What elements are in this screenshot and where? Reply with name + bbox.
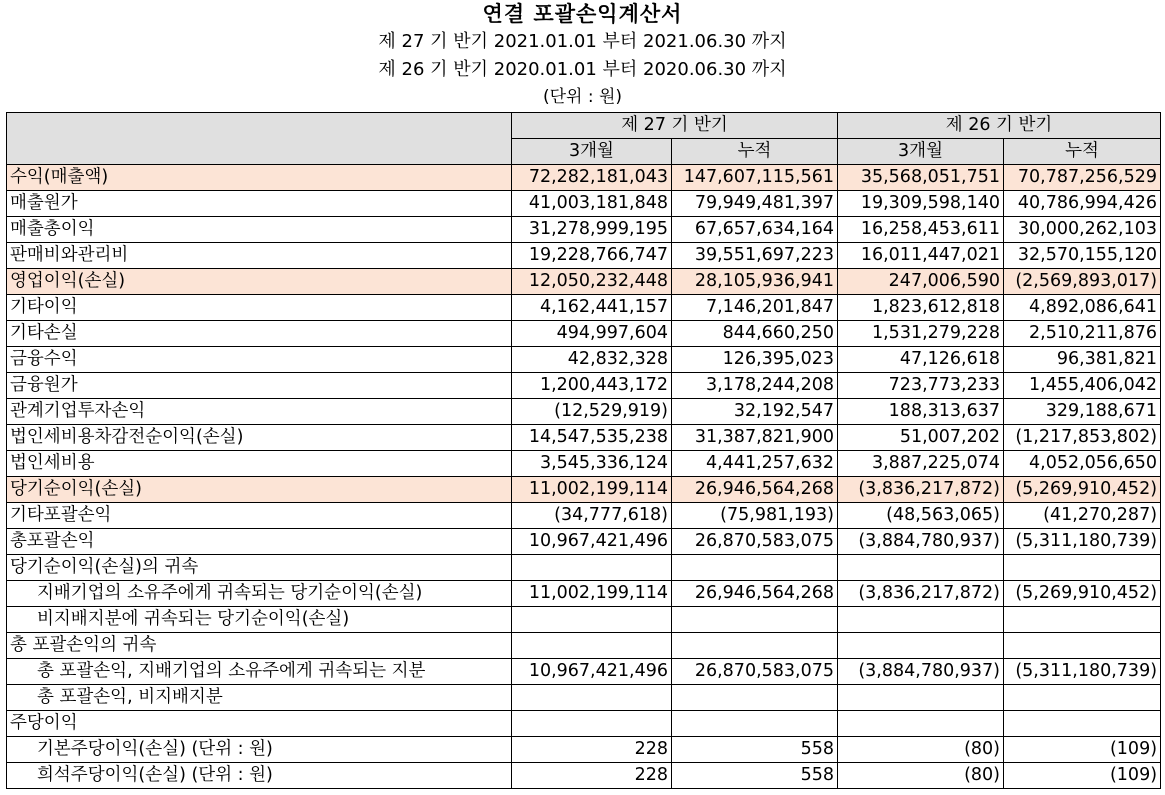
value-cell: 4,052,056,650 <box>1004 451 1161 477</box>
table-row <box>7 399 1161 425</box>
table-row <box>7 633 1161 659</box>
table-row <box>7 373 1161 399</box>
value-cell <box>838 711 1004 737</box>
value-cell: 67,657,634,164 <box>672 217 838 243</box>
value-cell: (3,884,780,937) <box>838 659 1004 685</box>
table-row <box>7 425 1161 451</box>
value-cell <box>1004 607 1161 633</box>
value-cell: 35,568,051,751 <box>838 165 1004 191</box>
row-label: 관계기업투자손익 <box>7 399 512 425</box>
header-current-3m: 3개월 <box>512 139 672 165</box>
table-row <box>7 659 1161 685</box>
value-cell: 3,178,244,208 <box>672 373 838 399</box>
header-row-groups <box>7 113 1161 139</box>
value-cell: (5,311,180,739) <box>1004 529 1161 555</box>
value-cell <box>512 633 672 659</box>
value-cell: 16,011,447,021 <box>838 243 1004 269</box>
value-cell: (2,569,893,017) <box>1004 269 1161 295</box>
value-cell <box>838 633 1004 659</box>
value-cell <box>672 685 838 711</box>
value-cell: 19,309,598,140 <box>838 191 1004 217</box>
value-cell <box>838 555 1004 581</box>
value-cell: 228 <box>512 763 672 789</box>
value-cell: 1,531,279,228 <box>838 321 1004 347</box>
row-label: 총포괄손익 <box>7 529 512 555</box>
value-cell <box>672 555 838 581</box>
value-cell: 10,967,421,496 <box>512 529 672 555</box>
value-cell: 47,126,618 <box>838 347 1004 373</box>
row-label: 총 포괄손익, 지배기업의 소유주에게 귀속되는 지분 <box>7 659 512 685</box>
value-cell <box>838 685 1004 711</box>
value-cell: 1,455,406,042 <box>1004 373 1161 399</box>
value-cell: 247,006,590 <box>838 269 1004 295</box>
value-cell: 4,441,257,632 <box>672 451 838 477</box>
table-row <box>7 737 1161 763</box>
statement-header <box>0 0 1165 110</box>
header-prior-3m: 3개월 <box>838 139 1004 165</box>
value-cell: (34,777,618) <box>512 503 672 529</box>
value-cell: 558 <box>672 737 838 763</box>
value-cell: (1,217,853,802) <box>1004 425 1161 451</box>
table-row <box>7 451 1161 477</box>
value-cell: 31,278,999,195 <box>512 217 672 243</box>
row-label: 기타포괄손익 <box>7 503 512 529</box>
header-current-cumulative: 누적 <box>672 139 838 165</box>
value-cell: 844,660,250 <box>672 321 838 347</box>
value-cell: 26,870,583,075 <box>672 529 838 555</box>
row-label: 기타이익 <box>7 295 512 321</box>
row-label: 금융원가 <box>7 373 512 399</box>
value-cell <box>672 633 838 659</box>
value-cell: (5,269,910,452) <box>1004 477 1161 503</box>
value-cell: 96,381,821 <box>1004 347 1161 373</box>
table-row <box>7 191 1161 217</box>
value-cell <box>512 711 672 737</box>
value-cell: 228 <box>512 737 672 763</box>
period-current: 제 27 기 반기 2021.01.01 부터 2021.06.30 까지 <box>378 31 787 52</box>
value-cell: 41,003,181,848 <box>512 191 672 217</box>
table-row <box>7 165 1161 191</box>
value-cell: 26,946,564,268 <box>672 477 838 503</box>
value-cell: (3,836,217,872) <box>838 581 1004 607</box>
value-cell: (80) <box>838 737 1004 763</box>
value-cell: (3,884,780,937) <box>838 529 1004 555</box>
table-row <box>7 243 1161 269</box>
value-cell: 147,607,115,561 <box>672 165 838 191</box>
income-statement-table <box>6 112 1161 789</box>
row-label: 매출원가 <box>7 191 512 217</box>
row-label: 당기순이익(손실)의 귀속 <box>7 555 512 581</box>
value-cell: 70,787,256,529 <box>1004 165 1161 191</box>
value-cell: 1,200,443,172 <box>512 373 672 399</box>
value-cell <box>1004 711 1161 737</box>
table-row <box>7 581 1161 607</box>
value-cell: 31,387,821,900 <box>672 425 838 451</box>
value-cell <box>1004 633 1161 659</box>
header-group-current: 제 27 기 반기 <box>512 113 838 139</box>
value-cell: 494,997,604 <box>512 321 672 347</box>
value-cell: 7,146,201,847 <box>672 295 838 321</box>
value-cell: 3,545,336,124 <box>512 451 672 477</box>
value-cell: 72,282,181,043 <box>512 165 672 191</box>
table-row <box>7 763 1161 789</box>
row-label: 판매비와관리비 <box>7 243 512 269</box>
value-cell <box>512 555 672 581</box>
row-label: 지배기업의 소유주에게 귀속되는 당기순이익(손실) <box>7 581 512 607</box>
header-label-cell <box>7 113 512 165</box>
table-row <box>7 347 1161 373</box>
header-prior-cumulative: 누적 <box>1004 139 1161 165</box>
value-cell: 1,823,612,818 <box>838 295 1004 321</box>
row-label: 주당이익 <box>7 711 512 737</box>
value-cell <box>512 685 672 711</box>
value-cell <box>1004 555 1161 581</box>
value-cell: 30,000,262,103 <box>1004 217 1161 243</box>
value-cell: 2,510,211,876 <box>1004 321 1161 347</box>
row-label: 당기순이익(손실) <box>7 477 512 503</box>
value-cell: 40,786,994,426 <box>1004 191 1161 217</box>
row-label: 비지배지분에 귀속되는 당기순이익(손실) <box>7 607 512 633</box>
row-label: 금융수익 <box>7 347 512 373</box>
table-row <box>7 477 1161 503</box>
value-cell <box>672 607 838 633</box>
table-row <box>7 555 1161 581</box>
value-cell: 329,188,671 <box>1004 399 1161 425</box>
value-cell: (48,563,065) <box>838 503 1004 529</box>
row-label: 매출총이익 <box>7 217 512 243</box>
row-label: 법인세비용 <box>7 451 512 477</box>
value-cell: 32,570,155,120 <box>1004 243 1161 269</box>
row-label: 수익(매출액) <box>7 165 512 191</box>
value-cell: (41,270,287) <box>1004 503 1161 529</box>
value-cell: 126,395,023 <box>672 347 838 373</box>
row-label: 영업이익(손실) <box>7 269 512 295</box>
value-cell: 51,007,202 <box>838 425 1004 451</box>
value-cell: (80) <box>838 763 1004 789</box>
value-cell: (109) <box>1004 737 1161 763</box>
value-cell: (75,981,193) <box>672 503 838 529</box>
value-cell: 558 <box>672 763 838 789</box>
row-label: 기타손실 <box>7 321 512 347</box>
value-cell: 42,832,328 <box>512 347 672 373</box>
value-cell: 32,192,547 <box>672 399 838 425</box>
table-row <box>7 217 1161 243</box>
value-cell: 3,887,225,074 <box>838 451 1004 477</box>
table-row <box>7 529 1161 555</box>
value-cell: 11,002,199,114 <box>512 477 672 503</box>
table-row <box>7 321 1161 347</box>
value-cell: 14,547,535,238 <box>512 425 672 451</box>
table-row <box>7 269 1161 295</box>
value-cell: 11,002,199,114 <box>512 581 672 607</box>
value-cell: (5,269,910,452) <box>1004 581 1161 607</box>
value-cell: 4,162,441,157 <box>512 295 672 321</box>
value-cell: 723,773,233 <box>838 373 1004 399</box>
value-cell: 10,967,421,496 <box>512 659 672 685</box>
value-cell: (3,836,217,872) <box>838 477 1004 503</box>
value-cell: 19,228,766,747 <box>512 243 672 269</box>
value-cell <box>512 607 672 633</box>
value-cell: (5,311,180,739) <box>1004 659 1161 685</box>
value-cell <box>1004 685 1161 711</box>
row-label: 기본주당이익(손실) (단위 : 원) <box>7 737 512 763</box>
value-cell: 12,050,232,448 <box>512 269 672 295</box>
value-cell: 79,949,481,397 <box>672 191 838 217</box>
table-row <box>7 711 1161 737</box>
row-label: 희석주당이익(손실) (단위 : 원) <box>7 763 512 789</box>
table-row <box>7 295 1161 321</box>
value-cell: (109) <box>1004 763 1161 789</box>
value-cell: 28,105,936,941 <box>672 269 838 295</box>
period-prior: 제 26 기 반기 2020.01.01 부터 2020.06.30 까지 <box>378 59 787 80</box>
statement-title: 연결 포괄손익계산서 <box>482 2 683 26</box>
value-cell: 26,946,564,268 <box>672 581 838 607</box>
value-cell: 26,870,583,075 <box>672 659 838 685</box>
value-cell <box>838 607 1004 633</box>
table-row <box>7 685 1161 711</box>
value-cell: 39,551,697,223 <box>672 243 838 269</box>
value-cell <box>672 711 838 737</box>
value-cell: 16,258,453,611 <box>838 217 1004 243</box>
value-cell: 4,892,086,641 <box>1004 295 1161 321</box>
value-cell: 188,313,637 <box>838 399 1004 425</box>
table-row <box>7 607 1161 633</box>
value-cell: (12,529,919) <box>512 399 672 425</box>
row-label: 총 포괄손익, 비지배지분 <box>7 685 512 711</box>
unit-label: (단위 : 원) <box>542 87 623 107</box>
row-label: 총 포괄손익의 귀속 <box>7 633 512 659</box>
table-row <box>7 503 1161 529</box>
row-label: 법인세비용차감전순이익(손실) <box>7 425 512 451</box>
header-group-prior: 제 26 기 반기 <box>838 113 1161 139</box>
